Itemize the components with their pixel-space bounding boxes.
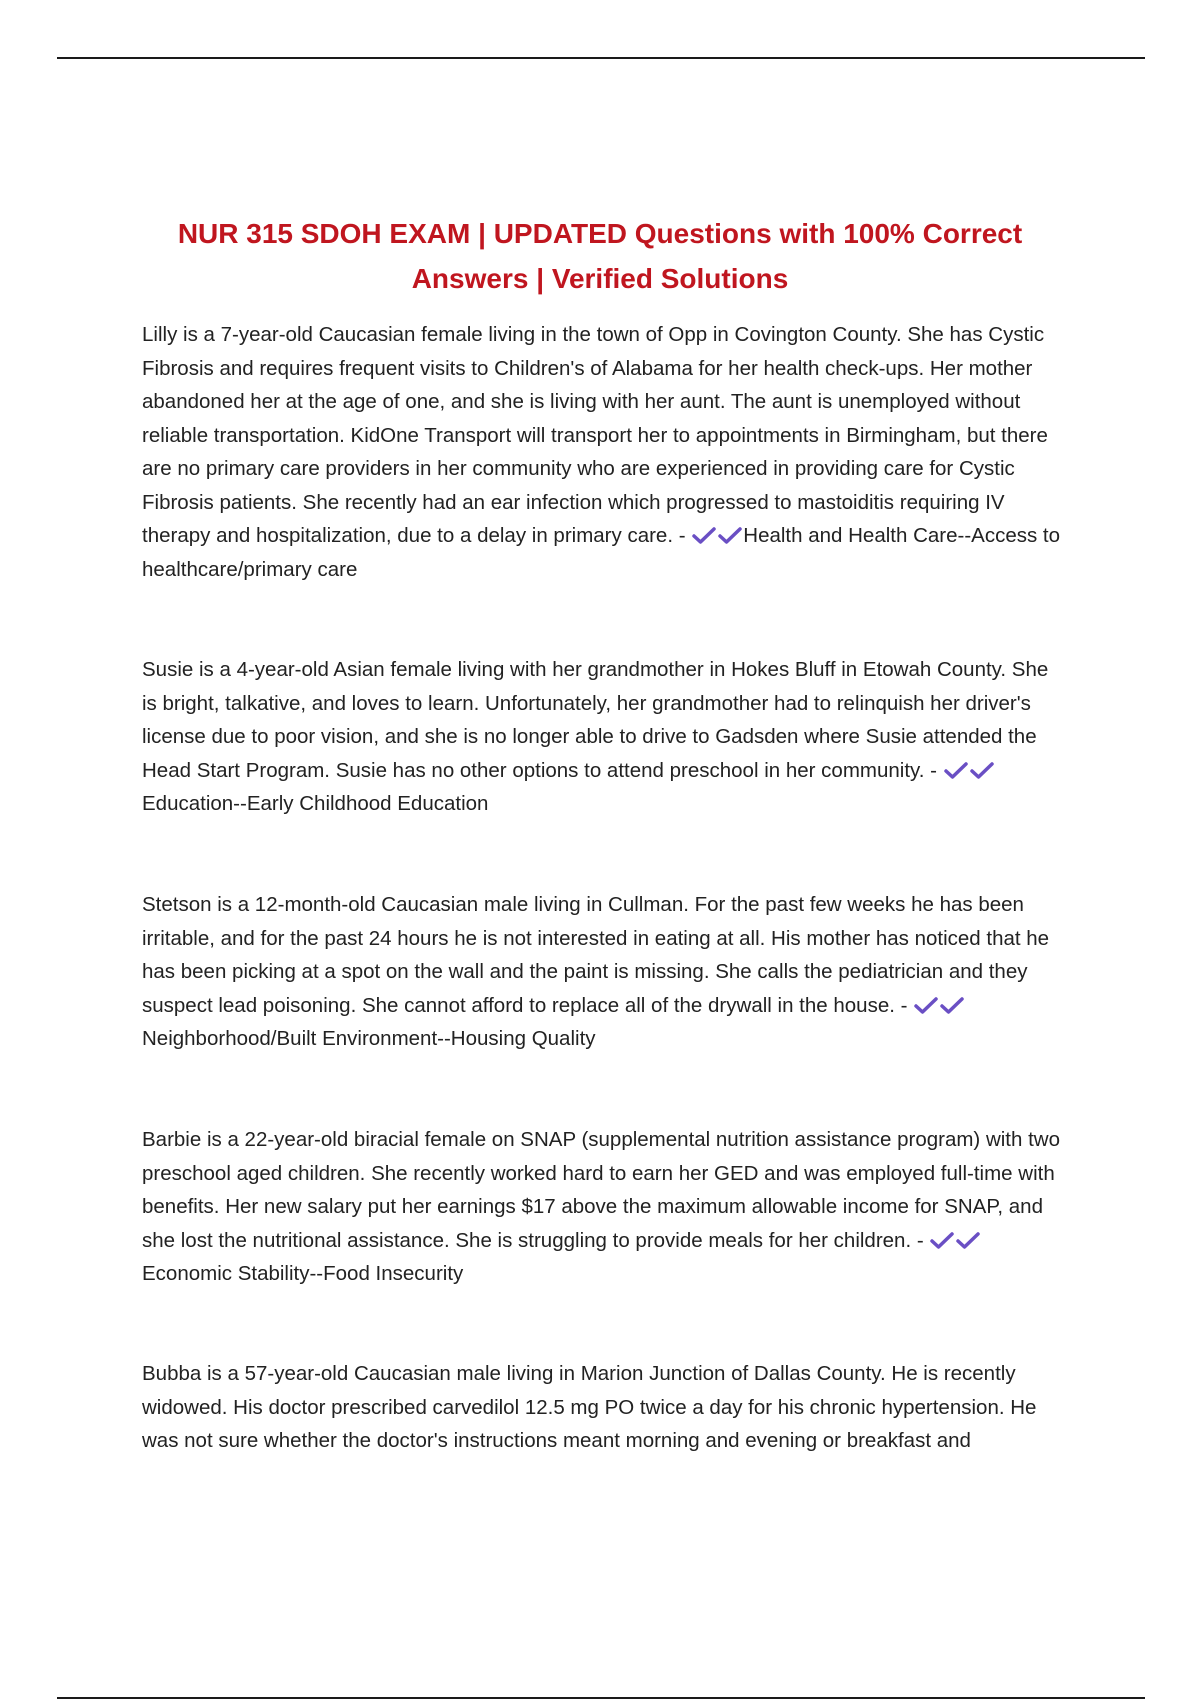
check-icon (718, 527, 742, 545)
question-text: Susie is a 4-year-old Asian female living with her grandmother in Hokes Bluff in Etowah County. She is bright, talkative, and loves to learn. Unfortunately, her grandmother had to relinquish her driver's license due to poor vision, and she is no longer able to drive to Gadsden where Susie attended the Head Start Program. Susie has no other options to attend preschool in her community. - (142, 658, 1049, 782)
document-title (120, 211, 1080, 301)
question-text: Lilly is a 7-year-old Caucasian female living in the town of Opp in Covington County. She has Cystic Fibrosis and requires frequent visits to Children's of Alabama for her health check-ups. Her mother abandoned her at the age of one, and she is living with her aunt. The aunt is unemployed without reliable transportation. KidOne Transport will transport her to appointments in Birmingham, but there are no primary care providers in her community who are experienced in providing care for Cystic Fibrosis patients. She recently had an ear infection which progressed to mastoiditis requiring IV therapy and hospitalization, due to a delay in primary care. - (142, 323, 1048, 547)
double-check-icon (913, 994, 965, 1017)
check-icon (940, 997, 964, 1015)
top-rule (57, 57, 1145, 59)
question-text: Barbie is a 22-year-old biracial female on SNAP (supplemental nutrition assistance program) with two preschool aged children. She recently worked hard to earn her GED and was employed full-time with benefits. Her new salary put her earnings $17 above the maximum allowable income for SNAP, and she lost the nutritional assistance. She is struggling to provide meals for her children. - (142, 1128, 1060, 1252)
question-text: Bubba is a 57-year-old Caucasian male living in Marion Junction of Dallas County. He is recently widowed. His doctor prescribed carvedilol 12.5 mg PO twice a day for his chronic hypertension. He was not sure whether the doctor's instructions meant morning and evening or breakfast and (142, 1362, 1037, 1452)
question-item (142, 888, 1067, 1056)
title-line-1: NUR 315 SDOH EXAM | UPDATED Questions with 100% Correct (177, 218, 1023, 249)
double-check-icon (691, 524, 743, 547)
check-icon (914, 997, 938, 1015)
check-icon (930, 1232, 954, 1250)
question-item (142, 318, 1067, 586)
double-check-icon (929, 1229, 981, 1252)
answer-text: Health and Health Care--Access to healthcare/primary care (142, 524, 1061, 581)
bottom-rule (57, 1697, 1145, 1699)
check-icon (956, 1232, 980, 1250)
question-item (142, 653, 1067, 821)
title-line-2: Answers | Verified Solutions (411, 263, 789, 294)
check-icon (944, 762, 968, 780)
check-icon (692, 527, 716, 545)
answer-text: Neighborhood/Built Environment--Housing Quality (142, 1027, 596, 1050)
answer-text: Economic Stability--Food Insecurity (142, 1262, 464, 1285)
question-text: Stetson is a 12-month-old Caucasian male living in Cullman. For the past few weeks he has been irritable, and for the past 24 hours he is not interested in eating at all. His mother has noticed that he has been picking at a spot on the wall and the paint is missing. She calls the pediatrician and they suspect lead poisoning. She cannot afford to replace all of the drywall in the house. - (142, 893, 1050, 1017)
double-check-icon (943, 759, 995, 782)
question-item (142, 1123, 1067, 1291)
question-item (142, 1357, 1067, 1458)
check-icon (970, 762, 994, 780)
answer-text: Education--Early Childhood Education (142, 792, 489, 815)
